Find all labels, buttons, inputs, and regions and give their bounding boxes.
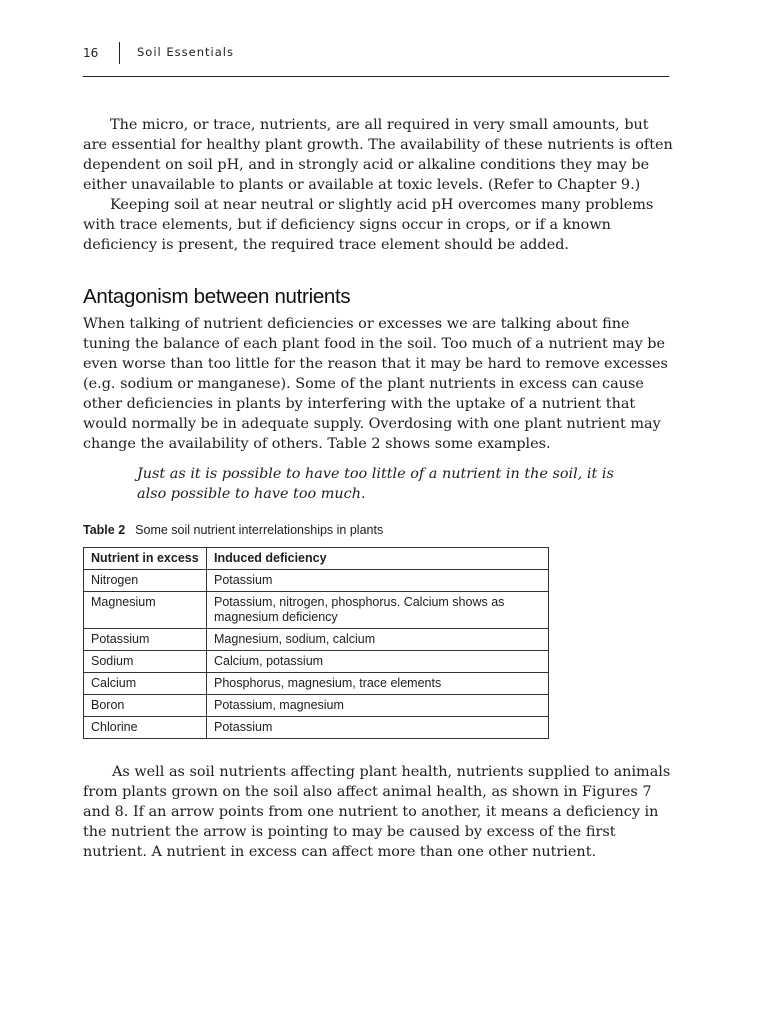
paragraph-trace-nutrients: The micro, or trace, nutrients, are all required in very small amounts, but are essential for healthy plant growth. The availability of these nutrients is often dependent on soil pH, and in strongly acid or alkaline conditions they may be either unavailable to plants or available at toxic levels. (Refer to Chapter 9.) xyxy=(83,117,673,193)
nutrient-cell: Calcium xyxy=(84,673,207,695)
nutrient-cell: Nitrogen xyxy=(84,570,207,592)
deficiency-cell: Magnesium, sodium, calcium xyxy=(207,629,549,651)
section-heading: Antagonism between nutrients xyxy=(83,285,351,308)
table-row xyxy=(84,695,549,717)
nutrient-cell: Chlorine xyxy=(84,717,207,739)
nutrient-cell: Boron xyxy=(84,695,207,717)
table-row xyxy=(84,592,549,629)
book-title: Soil Essentials xyxy=(137,45,234,59)
nutrient-cell: Magnesium xyxy=(84,592,207,629)
deficiency-cell: Potassium, magnesium xyxy=(207,695,549,717)
running-head xyxy=(83,36,669,77)
table-label: Table 2 xyxy=(83,523,126,537)
deficiency-cell: Potassium xyxy=(207,570,549,592)
column-header-induced-deficiency: Induced deficiency xyxy=(207,548,549,570)
paragraph-neutral-ph: Keeping soil at near neutral or slightly acid pH overcomes many problems with trace elements, but if deficiency signs occur in crops, or if a known deficiency is present, the required trace element should be added. xyxy=(83,197,654,253)
table-row xyxy=(84,717,549,739)
table-row xyxy=(84,629,549,651)
table-row xyxy=(84,673,549,695)
paragraph-antagonism-intro: When talking of nutrient deficiencies or excesses we are talking about fine tuning the balance of each plant food in the soil. Too much of a nutrient may be even worse than too little for the reason that it may be hard to remove excesses (e.g. sodium or manganese). Some of the plant nutrients in excess can cause other deficiencies in plants by interfering with the uptake of a nutrient that would normally be in adequate supply. Overdosing with one plant nutrient may change the availability of others. Table 2 shows some examples. xyxy=(83,316,668,452)
column-header-nutrient-in-excess: Nutrient in excess xyxy=(84,548,207,570)
deficiency-cell: Potassium xyxy=(207,717,549,739)
deficiency-cell: Phosphorus, magnesium, trace elements xyxy=(207,673,549,695)
nutrient-cell: Sodium xyxy=(84,651,207,673)
deficiency-cell: Potassium, nitrogen, phosphorus. Calcium shows as magnesium deficiency xyxy=(207,592,549,629)
page-number: 16 xyxy=(83,46,99,60)
nutrient-interrelationship-table xyxy=(83,547,549,739)
table-caption-text: Some soil nutrient interrelationships in plants xyxy=(135,523,384,537)
pull-quote: Just as it is possible to have too little of a nutrient in the soil, it is also possible to have too much. xyxy=(137,466,614,502)
table-row xyxy=(84,570,549,592)
paragraph-animal-health: As well as soil nutrients affecting plant health, nutrients supplied to animals from plants grown on the soil also affect animal health, as shown in Figures 7 and 8. If an arrow points from one nutrient to another, it means a deficiency in the nutrient the arrow is pointing to may be caused by excess of the first nutrient. A nutrient in excess can affect more than one other nutrient. xyxy=(83,764,671,860)
running-head-divider xyxy=(119,42,120,64)
nutrient-cell: Potassium xyxy=(84,629,207,651)
table-header-row xyxy=(84,548,549,570)
table-row xyxy=(84,651,549,673)
table-caption xyxy=(83,523,383,537)
deficiency-cell: Calcium, potassium xyxy=(207,651,549,673)
